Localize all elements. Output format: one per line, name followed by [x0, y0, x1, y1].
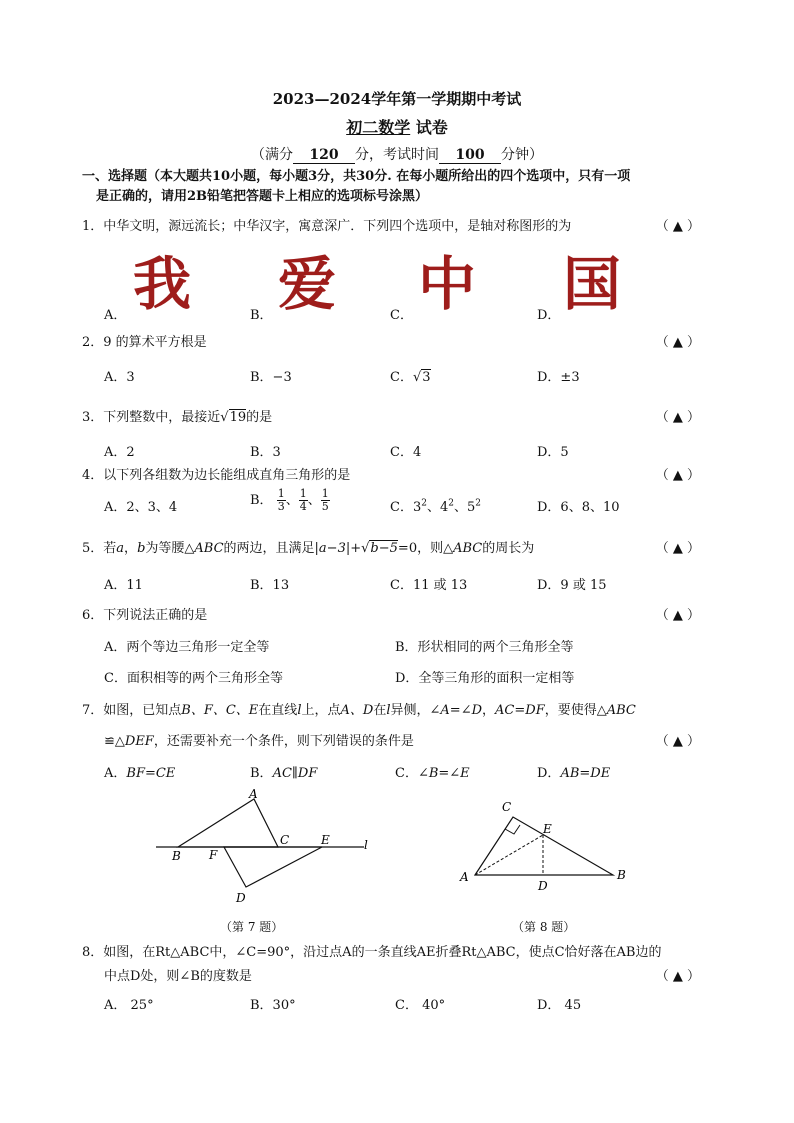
q4-option-b: [250, 488, 330, 513]
q4-b-frac-2: [299, 488, 308, 513]
q3-stem-pre: 3．下列整数中，最接近: [82, 410, 221, 425]
q3-option-a: A．2: [104, 445, 135, 460]
paper-word: 试卷: [415, 118, 448, 137]
frac-num: 1: [277, 487, 285, 500]
t: ，要使得△: [544, 703, 607, 718]
q1-stem: 1．中华文明，源远流长；中华汉字，寓意深广．下列四个选项中，是轴对称图形的为: [82, 219, 572, 234]
q6-option-c: C．面积相等的两个三角形全等: [104, 671, 283, 686]
t: ，: [124, 541, 138, 556]
var-a: a: [116, 541, 125, 556]
fig7-label-b: B: [172, 849, 181, 863]
fig7-label-d: D: [236, 891, 246, 905]
t: 异侧，∠: [390, 703, 441, 718]
figure-7: [150, 780, 390, 910]
fig8-label-b: B: [617, 868, 626, 882]
q4-option-d: D．6、8、10: [537, 500, 620, 515]
q3-stem-post: 的是: [246, 410, 273, 425]
text: AC∥DF: [272, 766, 318, 781]
exam-subject-line: [0, 115, 794, 138]
time-suffix: 分钟）: [501, 147, 543, 163]
sep: 、: [285, 493, 299, 508]
figure-8: [455, 795, 635, 895]
ac-df: AC=DF: [495, 703, 545, 718]
t: 上，点: [301, 703, 341, 718]
t: 7．如图，已知点: [82, 703, 182, 718]
fig7-label-e: E: [321, 833, 330, 847]
abs-expr: a−3: [318, 541, 346, 556]
t: =∠: [449, 703, 472, 718]
frac-den: 3: [277, 500, 285, 513]
t: 5．若: [82, 541, 117, 556]
q2-option-b: B．−3: [250, 370, 292, 385]
q8-option-c: C． 40°: [395, 998, 446, 1013]
t: 在直线: [258, 703, 298, 718]
exam-info: [0, 144, 794, 164]
triangle-abc: [178, 799, 278, 847]
q7-line2: [104, 730, 414, 749]
section1-title-line1: 一、选择题（本大题共10小题，每小题3分，共30分. 在每小题所给出的四个选项中，只有一项: [82, 169, 631, 184]
q3-option-b: B．3: [250, 445, 281, 460]
q1-option-d: D．: [537, 308, 561, 323]
q7-line1: [82, 699, 636, 718]
q6-option-b: B．形状相同的两个三角形全等: [395, 640, 574, 655]
q1-answer-mark: （ ▲ ）: [655, 219, 700, 234]
q3-option-d: D．5: [537, 445, 569, 460]
fig7-label-c: C: [280, 833, 290, 847]
text: ∠B=∠E: [417, 766, 470, 781]
q8-option-a: A． 25°: [104, 998, 154, 1013]
q8-option-b: B．30°: [250, 998, 296, 1013]
tri-def: DEF: [124, 734, 154, 749]
q1-option-b: B．: [250, 308, 273, 323]
q4-option-c: [390, 496, 481, 515]
q5-option-a: A．11: [104, 578, 143, 593]
label: A．: [104, 766, 127, 781]
q4-c-label: C．: [390, 500, 413, 515]
q5-stem: 5．若a，b为等腰△ABC的两边，且满足|a−3|+√b−5=0，则△ABC的周长为: [82, 541, 535, 556]
line-l: l: [297, 703, 302, 718]
q2-c-label: C．: [390, 370, 413, 385]
t: 的周长为: [482, 541, 535, 556]
fig8-label-c: C: [502, 800, 512, 814]
q8-line1: 8．如图，在Rt△ABC中，∠C=90°，沿过点A的一条直线AE折叠Rt△ABC，使点C恰好落在AB边的: [82, 945, 662, 960]
section1-title-line2: 是正确的，请用2B铅笔把答题卡上相应的选项标号涂黑）: [96, 189, 429, 204]
line-l: l: [386, 703, 391, 718]
tri-abc: ABC: [453, 541, 483, 556]
t: 在: [373, 703, 387, 718]
rad-expr: [369, 540, 398, 556]
sep: 、: [426, 500, 440, 515]
rad-expr-text: b−5: [370, 541, 398, 556]
glyph-wo: 我: [133, 250, 192, 318]
sep: 、: [307, 493, 321, 508]
q7-option-a: [104, 762, 175, 781]
q5-option-c: C．11 或 13: [390, 578, 468, 593]
text: BF=CE: [126, 766, 176, 781]
q2-option-c: C．√3: [390, 370, 431, 385]
points: B、F、C、E: [181, 703, 259, 718]
label: B．: [250, 766, 273, 781]
q2-answer-mark: （ ▲ ）: [655, 335, 700, 350]
q4-answer-mark: （ ▲ ）: [655, 468, 700, 483]
q7-option-d: [537, 762, 610, 781]
frac-den: 4: [299, 500, 307, 513]
text: AB=DE: [560, 766, 611, 781]
t: =0，则△: [397, 541, 454, 556]
q2-option-a: A．3: [104, 370, 135, 385]
q7-option-c: [395, 762, 470, 781]
fold-line-ae: [475, 835, 543, 875]
t: ，还需要补充一个条件，则下列错误的条件是: [153, 734, 414, 749]
q3-answer-mark: （ ▲ ）: [655, 410, 700, 425]
q5-answer-mark: （ ▲ ）: [655, 541, 700, 556]
q6-option-d: D．全等三角形的面积一定相等: [395, 671, 575, 686]
base: 3: [412, 500, 422, 515]
points-ad: A、D: [340, 703, 374, 718]
q3-radicand: 19: [229, 410, 247, 425]
triangle-dfe: [224, 847, 322, 887]
score-prefix: （满分: [251, 147, 293, 163]
score-value: 120: [293, 147, 355, 164]
q8-answer-mark: （ ▲ ）: [655, 969, 700, 984]
exam-subject: 初二数学: [346, 118, 411, 137]
t: ，: [482, 703, 496, 718]
frac-num: 1: [321, 487, 329, 500]
t: ≌△: [104, 734, 125, 749]
tri-abc: ABC: [194, 541, 224, 556]
exp: 2: [475, 498, 482, 509]
tri-abc: ABC: [606, 703, 636, 718]
q4-b-frac-1: [277, 488, 286, 513]
q4-b-frac-3: [321, 488, 330, 513]
fig7-label-f: F: [209, 848, 218, 862]
label: C．: [395, 766, 418, 781]
fig7-label-a: A: [249, 787, 258, 801]
glyph-ai: 爱: [278, 250, 337, 318]
q7-answer-mark: （ ▲ ）: [655, 734, 700, 749]
q4-b-label: B．: [250, 493, 273, 508]
glyph-zhong: 中: [418, 250, 477, 318]
exp: 2: [421, 498, 427, 509]
q2-option-d: D．±3: [537, 370, 580, 385]
fig7-label-l: l: [364, 838, 368, 852]
q1-option-c: C．: [390, 308, 413, 323]
exp: 2: [448, 498, 454, 509]
glyph-guo: 国: [563, 250, 622, 318]
base: 5: [467, 500, 476, 515]
var-b: b: [137, 541, 146, 556]
sep: 、: [454, 500, 468, 515]
q3-stem: 3．下列整数中，最接近√19的是: [82, 410, 273, 425]
figure-7-caption: （第 7 题）: [220, 920, 284, 934]
t: |+: [345, 541, 362, 556]
fig8-label-d: D: [538, 879, 548, 893]
q7-option-b: [250, 762, 317, 781]
q8-option-d: D． 45: [537, 998, 582, 1013]
q2-c-radicand: 3: [422, 370, 431, 385]
exam-title: 2023—2024学年第一学期期中考试: [272, 90, 522, 108]
q1-option-a: A．: [104, 308, 127, 323]
q6-option-a: A．两个等边三角形一定全等: [104, 640, 270, 655]
q4-option-a: A．2、3、4: [104, 500, 178, 515]
fig8-label-e: E: [543, 822, 552, 836]
angle-a: A: [440, 703, 450, 718]
frac-num: 1: [299, 487, 307, 500]
score-mid: 分，考试时间: [355, 147, 439, 163]
q6-answer-mark: （ ▲ ）: [655, 608, 700, 623]
label: D．: [537, 766, 561, 781]
t: 为等腰△: [145, 541, 195, 556]
t: 的两边，且满足|: [223, 541, 319, 556]
fig8-label-a: A: [460, 870, 469, 884]
base: 4: [439, 500, 449, 515]
angle-d: D: [471, 703, 483, 718]
figure-8-caption: （第 8 题）: [512, 920, 576, 934]
q2-stem: 2．9 的算术平方根是: [82, 335, 207, 350]
q5-option-d: D．9 或 15: [537, 578, 607, 593]
q6-stem: 6．下列说法正确的是: [82, 608, 208, 623]
time-value: 100: [439, 147, 501, 164]
frac-den: 5: [321, 500, 329, 513]
q5-option-b: B．13: [250, 578, 290, 593]
q4-stem: 4．以下列各组数为边长能组成直角三角形的是: [82, 468, 351, 483]
q8-line2: 中点D处，则∠B的度数是: [104, 969, 252, 984]
q3-option-c: C．4: [390, 445, 422, 460]
